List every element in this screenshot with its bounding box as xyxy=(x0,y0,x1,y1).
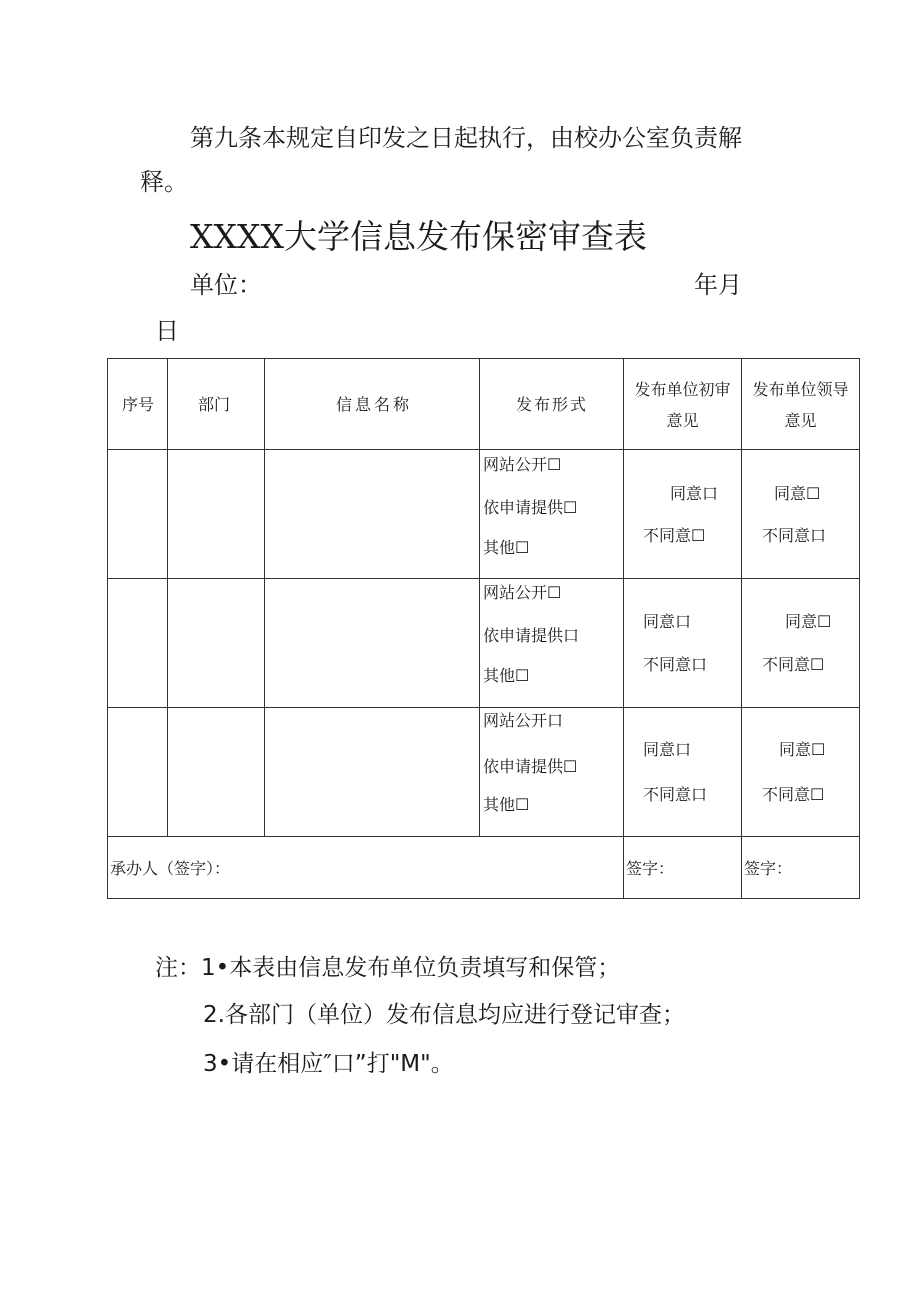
header-initial-review xyxy=(624,380,741,431)
header-info-name: 信息名称 xyxy=(336,395,413,414)
header-dept: 部门 xyxy=(198,395,231,414)
row1-form-website[interactable]: 网站公开☐ xyxy=(483,455,562,474)
row1-form-request[interactable]: 依申请提供☐ xyxy=(483,498,578,517)
row1-form-other[interactable]: 其他☐ xyxy=(483,538,530,557)
row3-leader-agree[interactable]: 同意☐ xyxy=(779,740,826,759)
row3-form-website[interactable]: 网站公开口 xyxy=(483,711,564,730)
row3-initial-disagree[interactable]: 不同意口 xyxy=(643,785,708,804)
note-2: 2.各部门（单位）发布信息均应进行登记审查； xyxy=(203,1002,685,1028)
row2-form-other[interactable]: 其他☐ xyxy=(483,666,530,685)
row2-form-website[interactable]: 网站公开☐ xyxy=(483,583,562,602)
note-1: 注：1•本表由信息发布单位负责填写和保管； xyxy=(155,955,621,981)
article-line-1: 第九条本规定自印发之日起执行，由校办公室负责解 xyxy=(190,124,742,152)
row3-leader-disagree[interactable]: 不同意☐ xyxy=(762,785,825,804)
row3-form-request[interactable]: 依申请提供☐ xyxy=(483,757,578,776)
table-border-right xyxy=(859,358,860,899)
unit-label: 单位： xyxy=(190,271,262,299)
note-3: 3•请在相应″口”打"M"。 xyxy=(203,1051,454,1077)
table-border-bottom xyxy=(107,898,860,899)
header-seq: 序号 xyxy=(122,395,155,414)
row1-leader-agree[interactable]: 同意☐ xyxy=(774,484,821,503)
table-line xyxy=(264,358,265,836)
table-line xyxy=(107,449,860,450)
table-line xyxy=(167,358,168,836)
date-year-month-label: 年月 xyxy=(694,271,742,299)
row2-form-request[interactable]: 依申请提供口 xyxy=(483,626,580,645)
date-day-label: 日 xyxy=(155,317,179,345)
table-line xyxy=(479,358,480,836)
leader-signature-label: 签字： xyxy=(744,859,793,878)
header-leader-line2: 意见 xyxy=(784,411,817,430)
table-line xyxy=(107,836,860,837)
header-leader-line1: 发布单位领导 xyxy=(752,380,849,399)
form-title: XXXX大学信息发布保密审查表 xyxy=(190,217,647,256)
table-line xyxy=(623,358,624,899)
header-initial-line1: 发布单位初审 xyxy=(634,380,731,399)
table-line xyxy=(107,707,860,708)
header-initial-line2: 意见 xyxy=(666,411,699,430)
header-leader-review xyxy=(742,380,859,431)
row2-leader-agree[interactable]: 同意☐ xyxy=(785,612,832,631)
table-border-top xyxy=(107,358,860,359)
article-line-2: 释。 xyxy=(140,168,188,196)
table-line xyxy=(107,578,860,579)
initial-signature-label: 签字： xyxy=(626,859,675,878)
row2-leader-disagree[interactable]: 不同意☐ xyxy=(762,655,825,674)
table-border-left xyxy=(107,358,108,899)
row1-initial-agree[interactable]: 同意口 xyxy=(670,484,719,503)
row2-initial-disagree[interactable]: 不同意口 xyxy=(643,655,708,674)
handler-signature-label: 承办人（签字）： xyxy=(110,859,231,878)
header-release-form: 发布形式 xyxy=(516,395,589,414)
row1-initial-disagree[interactable]: 不同意☐ xyxy=(643,526,706,545)
row3-initial-agree[interactable]: 同意口 xyxy=(643,740,692,759)
table-line xyxy=(741,358,742,899)
row2-initial-agree[interactable]: 同意口 xyxy=(643,612,692,631)
row3-form-other[interactable]: 其他☐ xyxy=(483,795,530,814)
row1-leader-disagree[interactable]: 不同意口 xyxy=(762,526,827,545)
